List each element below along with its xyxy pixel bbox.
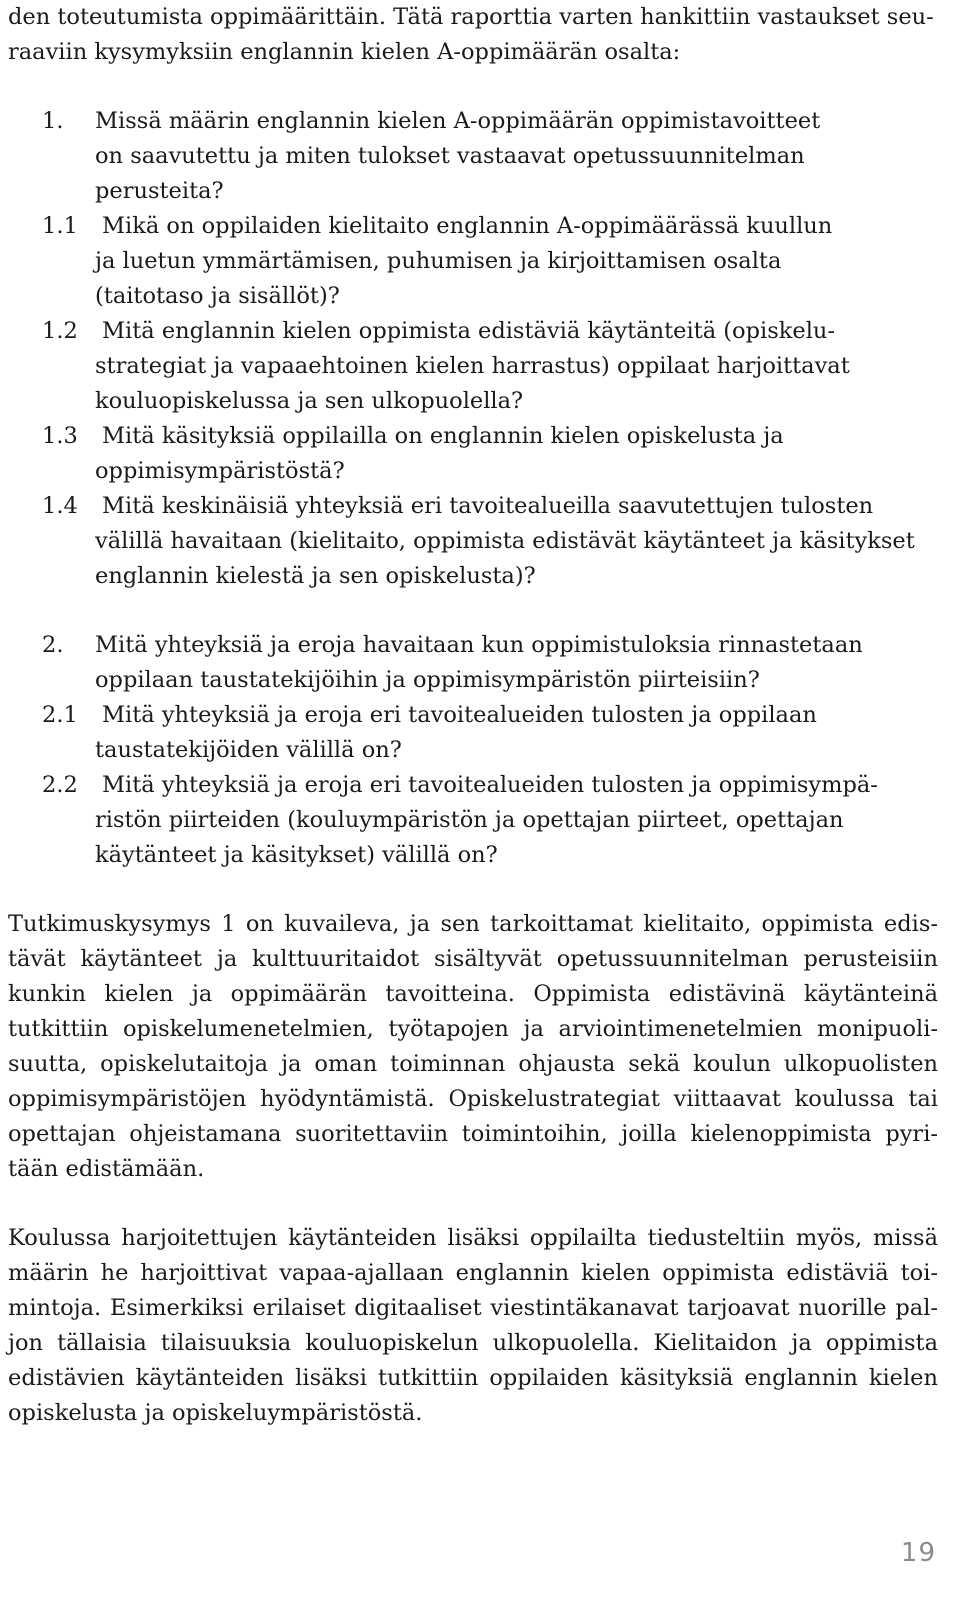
- page-number: 19: [900, 1538, 936, 1568]
- question-number: 1.3: [42, 423, 78, 449]
- question-line: käytänteet ja käsitykset) välillä on?: [95, 842, 498, 868]
- question-number: 2.2: [42, 772, 78, 798]
- intro-text: [8, 0, 938, 70]
- question-line: Mitä käsityksiä oppilailla on englannin kielen opiskelusta ja: [102, 423, 784, 449]
- question-line: Mitä yhteyksiä ja eroja eri tavoitealueiden tulosten ja oppilaan: [102, 702, 817, 728]
- question-item: [8, 419, 938, 489]
- question-line: oppimisympäristöstä?: [95, 458, 345, 484]
- question-item: [8, 209, 938, 314]
- question-item: [8, 104, 938, 209]
- question-line: strategiat ja vapaaehtoinen kielen harrastus) oppilaat harjoittavat: [95, 353, 850, 379]
- question-item: [8, 314, 938, 419]
- paragraph-line: opettajan ohjeistamana suoritettaviin toimintoihin, joilla kielenoppimista pyri-: [8, 1121, 938, 1147]
- paragraph-line: jon tällaisia tilaisuuksia kouluopiskelun ulkopuolella. Kielitaidon ja oppimista: [8, 1330, 938, 1356]
- question-line: välillä havaitaan (kielitaito, oppimista edistävät käytänteet ja käsitykset: [95, 528, 915, 554]
- question-line: englannin kielestä ja sen opiskelusta)?: [95, 563, 536, 589]
- question-number: 1.: [42, 108, 64, 134]
- paragraph-line: opiskelusta ja opiskeluympäristöstä.: [8, 1400, 423, 1426]
- paragraph-line: tävät käytänteet ja kulttuuritaidot sisältyvät opetussuunnitelman perusteisiin: [8, 946, 938, 972]
- question-number: 1.4: [42, 493, 78, 519]
- question-item: [8, 628, 938, 698]
- paragraph-line: tään edistämään.: [8, 1156, 205, 1182]
- question-line: kouluopiskelussa ja sen ulkopuolella?: [95, 388, 524, 414]
- paragraph-line: kunkin kielen ja oppimäärän tavoitteina. Oppimista edistävinä käytänteinä: [8, 981, 938, 1007]
- question-line: ja luetun ymmärtämisen, puhumisen ja kirjoittamisen osalta: [95, 248, 782, 274]
- question-line: Missä määrin englannin kielen A-oppimäärän oppimistavoitteet: [95, 108, 821, 134]
- paragraph-line: mintoja. Esimerkiksi erilaiset digitaaliset viestintäkanavat tarjoavat nuorille pal-: [8, 1295, 938, 1321]
- question-line: Mitä yhteyksiä ja eroja havaitaan kun oppimistuloksia rinnastetaan: [95, 632, 863, 658]
- question-line: ristön piirteiden (kouluympäristön ja opettajan piirteet, opettajan: [95, 807, 844, 833]
- question-number: 1.1: [42, 213, 78, 239]
- question-line: taustatekijöiden välillä on?: [95, 737, 402, 763]
- paragraph-line: tutkittiin opiskelumenetelmien, työtapojen ja arviointimenetelmien monipuoli-: [8, 1016, 938, 1042]
- body-paragraph: [8, 1221, 938, 1431]
- question-line: oppilaan taustatekijöihin ja oppimisympäristön piirteisiin?: [95, 667, 760, 693]
- question-line: Mitä englannin kielen oppimista edistäviä käytänteitä (opiskelu-: [102, 318, 835, 344]
- paragraph-line: edistävien käytänteiden lisäksi tutkittiin oppilaiden käsityksiä englannin kielen: [8, 1365, 938, 1391]
- paragraph-line: määrin he harjoittivat vapaa-ajallaan englannin kielen oppimista edistäviä toi-: [8, 1260, 938, 1286]
- spacer: [8, 594, 938, 628]
- question-number: 2.1: [42, 702, 78, 728]
- question-item: [8, 698, 938, 768]
- paragraph-line: Koulussa harjoitettujen käytänteiden lisäksi oppilailta tiedusteltiin myös, missä: [8, 1225, 938, 1251]
- question-line: Mitä keskinäisiä yhteyksiä eri tavoitealueilla saavutettujen tulosten: [102, 493, 874, 519]
- question-line: Mitä yhteyksiä ja eroja eri tavoitealueiden tulosten ja oppimisympä-: [102, 772, 878, 798]
- intro-line: raaviin kysymyksiin englannin kielen A-oppimäärän osalta:: [8, 39, 681, 65]
- question-line: Mikä on oppilaiden kielitaito englannin A-oppimäärässä kuullun: [102, 213, 833, 239]
- paragraph-line: Tutkimuskysymys 1 on kuvaileva, ja sen tarkoittamat kielitaito, oppimista edis-: [8, 911, 938, 937]
- intro-line: den toteutumista oppimäärittäin. Tätä raporttia varten hankittiin vastaukset seu-: [8, 4, 934, 30]
- question-number: 2.: [42, 632, 64, 658]
- question-line: perusteita?: [95, 178, 224, 204]
- question-number: 1.2: [42, 318, 78, 344]
- paragraph-line: oppimisympäristöjen hyödyntämistä. Opiskelustrategiat viittaavat koulussa tai: [8, 1086, 938, 1112]
- body-paragraph: [8, 907, 938, 1187]
- question-line: (taitotaso ja sisällöt)?: [95, 283, 340, 309]
- paragraph-line: suutta, opiskelutaitoja ja oman toiminnan ohjausta sekä koulun ulkopuolisten: [8, 1051, 938, 1077]
- document-page: [8, 0, 938, 1431]
- question-item: [8, 489, 938, 594]
- question-line: on saavutettu ja miten tulokset vastaavat opetussuunnitelman: [95, 143, 805, 169]
- research-questions-list: [8, 104, 938, 873]
- question-item: [8, 768, 938, 873]
